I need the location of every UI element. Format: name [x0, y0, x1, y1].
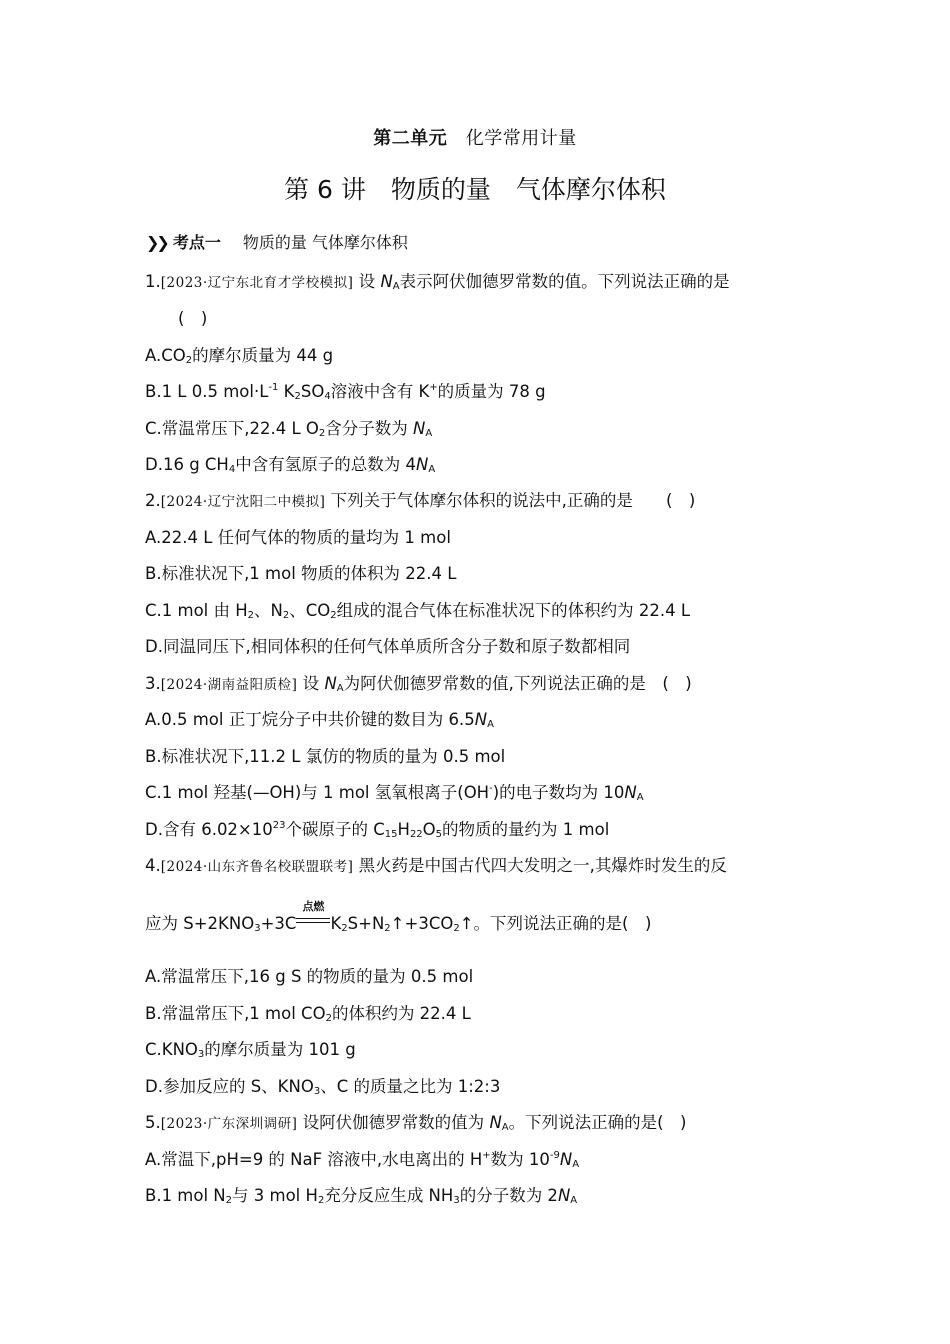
q4-option-d: D.参加反应的 S、$KNO_3$、C 的质量之比为 1:2:3: [145, 1077, 501, 1097]
q2-source: [2024·辽宁沈阳二中模拟]: [160, 494, 326, 510]
q1-option-d: D.16 g $CH_4$中含有氢原子的总数为 $4N_A$: [145, 455, 436, 475]
q4-answer-paren: ( ): [622, 914, 652, 933]
double-chevron-icon: ❯❯: [146, 233, 167, 252]
q4-option-a: A.常温常压下,16 g S 的物质的量为 0.5 mol: [145, 967, 474, 986]
unit-title-rest: 化学常用计量: [465, 128, 577, 149]
q4-equation: 应为 $S+2KNO_3+3C$ 点燃 $K_2S+N_2↑+3CO_2↑$。下列说法正确的是( ): [145, 900, 652, 934]
q2-stem: 2.[2024·辽宁沈阳二中模拟] 下列关于气体摩尔体积的说法中,正确的是 ( ): [145, 491, 696, 510]
q5-answer-paren: ( ): [657, 1113, 687, 1132]
q4-option-b: B.常温常压下,1 mol $CO_2$的体积约为 22.4 L: [145, 1004, 471, 1024]
q3-option-a: A.0.5 mol 正丁烷分子中共价键的数目为 $6.5N_A$: [145, 710, 494, 730]
section-label: 考点一: [172, 233, 221, 252]
q2-option-b: B.标准状况下,1 mol 物质的体积为 22.4 L: [145, 564, 457, 583]
q5-option-b: B.1 mol $N_2$与 3 mol $H_2$充分反应生成 $NH_3$的分子数为 $2N_A$: [145, 1186, 578, 1206]
q4-option-c: $C.KNO_3$的摩尔质量为 101 g: [145, 1040, 356, 1060]
section-heading: [146, 230, 408, 253]
q5-option-a: A.常温下,pH=9 的 NaF 溶液中,水电离出的 H+数为 $10^{-9}N_A$: [145, 1150, 580, 1170]
unit-title-bold: 第二单元: [373, 128, 448, 149]
q3-stem: 3.[2024·湖南益阳质检] 设 $N_A$为阿伏伽德罗常数的值,下列说法正确的是 ( ): [145, 674, 692, 694]
q1-option-c: C.常温常压下,22.4 L $O_2$含分子数为 $N_A$: [145, 419, 433, 439]
q1-source: [2023·辽宁东北育才学校模拟]: [160, 275, 354, 291]
q2-option-c: C.1 mol 由 $H_2$、$N_2$、$CO_2$组成的混合气体在标准状况下的体积约为 22.4 L: [145, 601, 691, 621]
section-name: 物质的量 气体摩尔体积: [242, 233, 408, 252]
lesson-title: 第 6 讲 物质的量 气体摩尔体积: [284, 175, 666, 204]
q2-answer-paren: ( ): [665, 491, 696, 510]
q5-stem: 5.[2023·广东深圳调研] 设阿伏伽德罗常数的值为 $N_A$。下列说法正确的是( ): [145, 1113, 687, 1133]
q1-answer-paren: ( ): [178, 309, 208, 328]
q3-answer-paren: ( ): [662, 674, 692, 693]
q3-option-b: B.标准状况下,11.2 L 氯仿的物质的量为 0.5 mol: [145, 747, 506, 766]
q2-option-a: A.22.4 L 任何气体的物质的量均为 1 mol: [145, 528, 451, 547]
q4-stem: 4.[2024·山东齐鲁名校联盟联考] 黑火药是中国古代四大发明之一,其爆炸时发生的反: [145, 856, 727, 875]
q3-source: [2024·湖南益阳质检]: [160, 677, 298, 693]
q3-option-d: D.含有 $6.02\times 10^{23}$个碳原子的 $C_{15}H_{22}O_5$的物质的量约为 1 mol: [145, 820, 610, 840]
q1-stem: 1.[2023·辽宁东北育才学校模拟] 设 $N_A$表示阿伏伽德罗常数的值。下列说法正确的是: [145, 272, 730, 292]
q5-source: [2023·广东深圳调研]: [160, 1116, 298, 1132]
q3-option-c: C.1 mol 羟基(—OH)与 1 mol 氢氧根离子(OH-)的电子数均为 $10N_A$: [145, 783, 644, 803]
q2-option-d: D.同温同压下,相同体积的任何气体单质所含分子数和原子数都相同: [145, 637, 631, 656]
q1-option-a: $A.CO_2$的摩尔质量为 44 g: [145, 346, 334, 366]
q4-source: [2024·山东齐鲁名校联盟联考]: [160, 859, 354, 875]
ignition-condition-sign: 点燃: [296, 912, 330, 930]
q1-option-b: B.1 L 0.5 $mol\cdot L^{-1}$ $K_2SO_4$溶液中含有 K+的质量为 78 g: [145, 382, 546, 402]
unit-title: [0, 124, 950, 150]
